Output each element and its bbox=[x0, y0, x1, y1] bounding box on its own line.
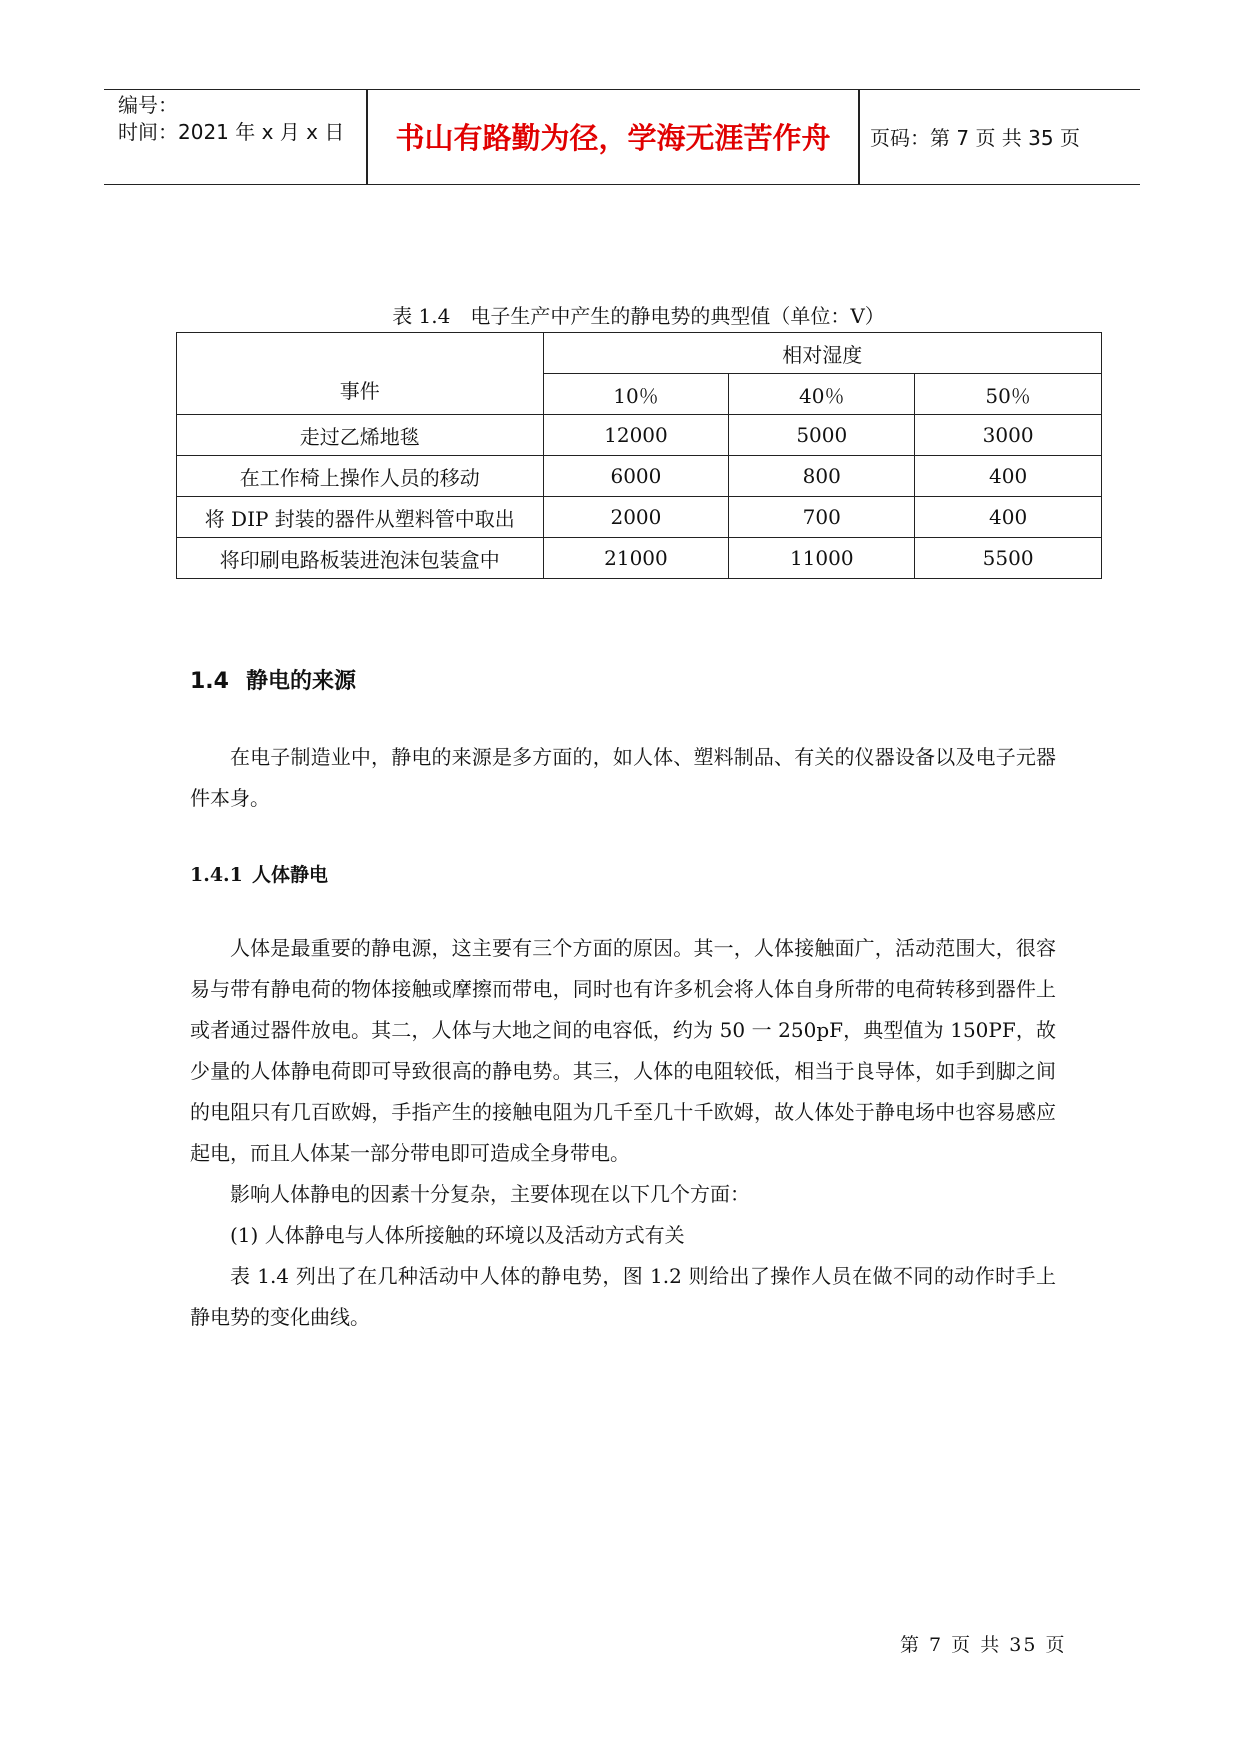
table-cell-event: 走过乙烯地毯 bbox=[177, 415, 544, 456]
table-cell-value: 3000 bbox=[915, 415, 1102, 456]
table-cell-value: 21000 bbox=[543, 538, 729, 579]
table-cell-value: 800 bbox=[729, 456, 915, 497]
header-meta bbox=[118, 92, 344, 146]
subsection-number: 1.4.1 bbox=[190, 864, 243, 886]
table-header-event: 事件 bbox=[177, 333, 544, 415]
body-paragraph-3: (1) 人体静电与人体所接触的环境以及活动方式有关 bbox=[230, 1223, 685, 1247]
table-row bbox=[177, 538, 1102, 579]
table-caption: 表 1.4 电子生产中产生的静电势的典型值（单位：V） bbox=[392, 304, 885, 328]
table-header-humidity-40: 40％ bbox=[729, 374, 915, 415]
header-divider bbox=[858, 90, 860, 184]
table-cell-value: 6000 bbox=[543, 456, 729, 497]
static-voltage-table bbox=[176, 332, 1102, 579]
table-row bbox=[177, 497, 1102, 538]
subsection-heading bbox=[190, 860, 328, 887]
page-number-label: 页码：第 7 页 共 35 页 bbox=[870, 126, 1080, 150]
section-number: 1.4 bbox=[190, 669, 229, 694]
table-cell-value: 400 bbox=[915, 456, 1102, 497]
body-paragraph-4: 表 1.4 列出了在几种活动中人体的静电势，图 1.2 则给出了操作人员在做不同的动作时手上静电势的变化曲线。 bbox=[190, 1264, 1056, 1329]
table-cell-value: 700 bbox=[729, 497, 915, 538]
section-title: 静电的来源 bbox=[246, 669, 357, 694]
table-row bbox=[177, 415, 1102, 456]
table-cell-value: 5500 bbox=[915, 538, 1102, 579]
table-cell-value: 400 bbox=[915, 497, 1102, 538]
table-header-humidity: 相对湿度 bbox=[543, 333, 1101, 374]
table-cell-event: 将印刷电路板装进泡沫包装盒中 bbox=[177, 538, 544, 579]
body-paragraph-1: 人体是最重要的静电源，这主要有三个方面的原因。其一，人体接触面广，活动范围大，很容易与带有静电荷的物体接触或摩擦而带电，同时也有许多机会将人体自身所带的电荷转移到器件上或者通过器件放电。其二，人体与大地之间的电容低，约为 50 一 250pF，典型值为 150PF，故少量的人体静电荷即可导致很高的静电势。其三，人体的电阻较低，相当于良导体，如手到脚之间的电阻只有几百欧姆，手指产生的接触电阻为几千至几十千欧姆，故人体处于静电场中也容易感应起电，而且人体某一部分带电即可造成全身带电。 bbox=[190, 936, 1056, 1165]
time-label: 时间：2021 年 x 月 x 日 bbox=[118, 120, 345, 144]
table-header-humidity-50: 50％ bbox=[915, 374, 1102, 415]
section-intro-paragraph: 在电子制造业中，静电的来源是多方面的，如人体、塑料制品、有关的仪器设备以及电子元器件本身。 bbox=[190, 745, 1056, 810]
table-cell-value: 11000 bbox=[729, 538, 915, 579]
table-header-humidity-10: 10％ bbox=[543, 374, 729, 415]
table-cell-value: 12000 bbox=[543, 415, 729, 456]
page-header bbox=[104, 89, 1140, 185]
subsection-title: 人体静电 bbox=[252, 864, 329, 886]
body-paragraph-2: 影响人体静电的因素十分复杂，主要体现在以下几个方面： bbox=[230, 1182, 750, 1206]
table-cell-value: 5000 bbox=[729, 415, 915, 456]
id-label: 编号： bbox=[118, 93, 178, 117]
header-motto: 书山有路勤为径，学海无涯苦作舟 bbox=[395, 121, 831, 155]
table-cell-event: 将 DIP 封装的器件从塑料管中取出 bbox=[177, 497, 544, 538]
section-heading bbox=[190, 664, 356, 695]
header-divider bbox=[366, 90, 368, 184]
table-row bbox=[177, 456, 1102, 497]
table-cell-event: 在工作椅上操作人员的移动 bbox=[177, 456, 544, 497]
page-footer: 第 7 页 共 35 页 bbox=[900, 1634, 1067, 1656]
table-cell-value: 2000 bbox=[543, 497, 729, 538]
